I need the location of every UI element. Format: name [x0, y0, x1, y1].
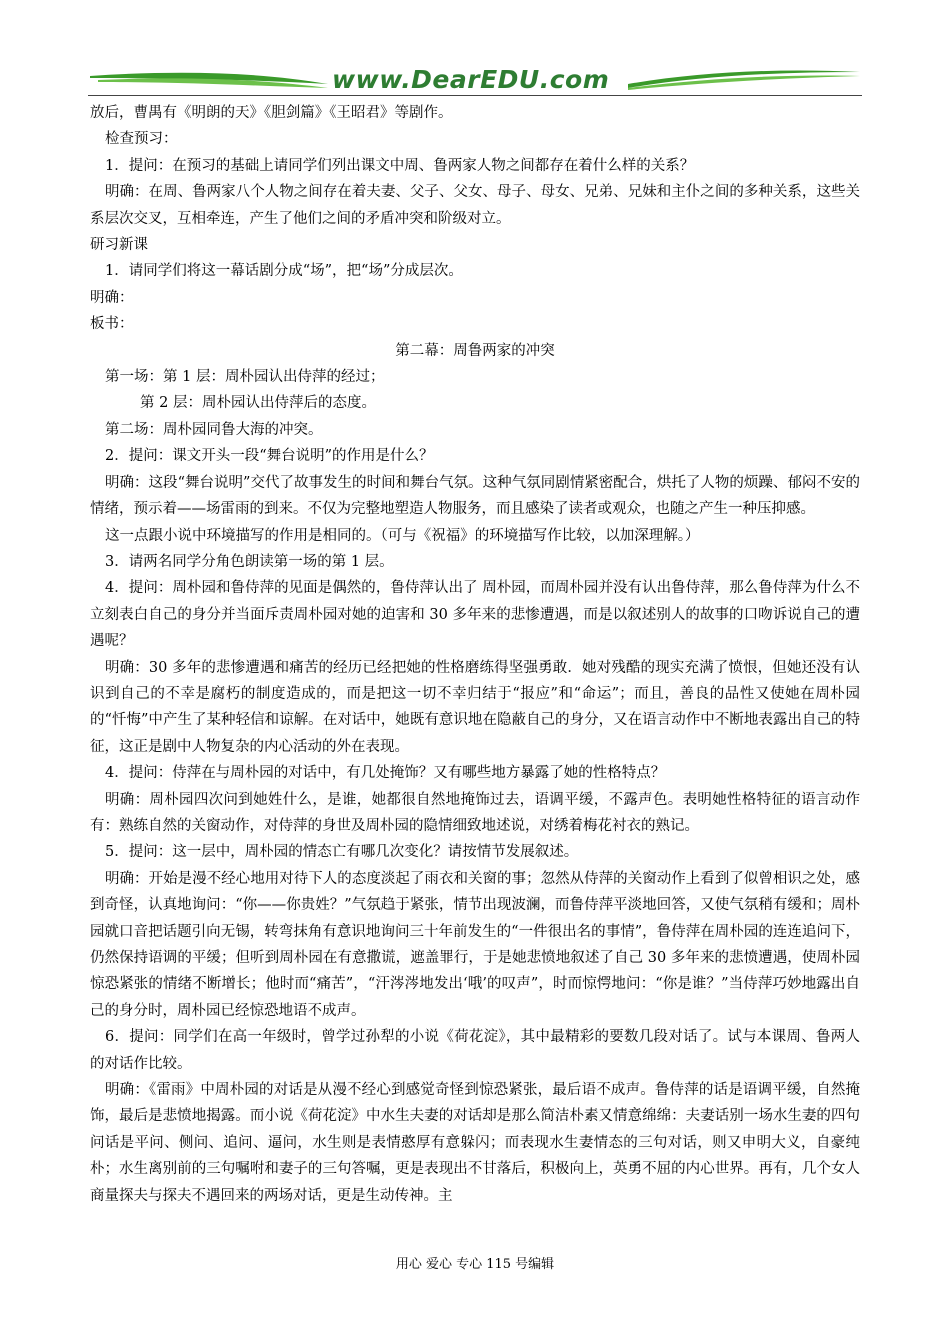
paragraph: 板书：: [90, 316, 134, 333]
paragraph: 3．请两名同学分角色朗读第一场的第 1 层。: [105, 553, 394, 570]
paragraph: 明确：在周、鲁两家八个人物之间存在着夫妻、父子、父女、母子、母女、兄弟、兄妹和主仆之间的多种关系，这些关系层次交叉，互相牵连，产生了他们之间的矛盾冲突和阶级对立。: [90, 184, 860, 227]
paragraph: 研习新课: [90, 237, 148, 254]
paragraph: 1．请同学们将这一幕话剧分成“场”，把“场”分成层次。: [105, 263, 463, 280]
page-header: [88, 62, 862, 98]
paragraph: 第一场：第 1 层：周朴园认出侍萍的经过；: [105, 369, 385, 386]
paragraph: 4．提问：周朴园和鲁侍萍的见面是偶然的，鲁侍萍认出了 周朴园，而周朴园并没有认出鲁侍萍，那么鲁侍萍为什么不立刻表白自己的身分并当面斥责周朴园对她的迫害和 30 多年来的悲惨遭遇，而是以叙述别人的故事的口吻诉说自己的遭遇呢？: [90, 580, 860, 650]
paragraph: 明确：30 多年的悲惨遭遇和痛苦的经历已经把她的性格磨练得坚强勇敢．她对残酷的现实充满了愤恨，但她还没有认识到自己的不幸是腐朽的制度造成的，而是把这一切不幸归结于“报应”和“命运”；而且，善良的品性又使她在周朴园的“忏悔”中产生了某种轻信和谅解。在对话中，她既有意识地在隐蔽自己的身分，又在语言动作中不断地表露出自己的特征，这正是剧中人物复杂的内心活动的外在表现。: [90, 659, 860, 755]
document-body: [90, 100, 860, 1209]
page-footer: 用心 爱心 专心 115 号编辑: [395, 1257, 555, 1272]
paragraph: 这一点跟小说中环境描写的作用是相同的。（可与《祝福》的环境描写作比较，以加深理解。）: [105, 527, 700, 544]
paragraph: 5．提问：这一层中，周朴园的情态亡有哪几次变化？请按情节发展叙述。: [105, 844, 579, 861]
paragraph: 明确：《雷雨》中周朴园的对话是从漫不经心到感觉奇怪到惊恐紧张，最后语不成声。鲁侍萍的话是语调平缓，自然掩饰，最后是悲愤地揭露。而小说《荷花淀》中水生夫妻的对话却是那么简洁朴素又情意绵绵：夫妻话别一场水生妻的四句问话是平问、侧问、追问、逼问，水生则是表情憨厚有意躲闪；而表现水生妻情态的三句对话，则又申明大义，自豪纯朴；水生离别前的三句嘱咐和妻子的三句答嘱，更是表现出不甘落后，积极向上，英勇不屈的内心世界。再有，几个女人商量探夫与探夫不遇回来的两场对话，更是生动传神。主: [90, 1082, 860, 1204]
paragraph: 放后，曹禺有《明朗的天》《胆剑篇》《王昭君》等剧作。: [90, 105, 453, 121]
paragraph: 检查预习：: [105, 131, 178, 148]
paragraph: 6．提问：同学们在高一年级时，曾学过孙犁的小说《荷花淀》，其中最精彩的要数几段对话了。试与本课周、鲁两人的对话作比较。: [90, 1029, 860, 1072]
paragraph: 第二场：周朴园同鲁大海的冲突。: [105, 421, 323, 438]
paragraph: 明确：: [90, 289, 134, 306]
paragraph: 1．提问：在预习的基础上请同学们列出课文中周、鲁两家人物之间都存在着什么样的关系？: [105, 157, 695, 174]
header-divider: [88, 95, 862, 96]
paragraph: 4．提问：侍萍在与周朴园的对话中，有几处掩饰？又有哪些地方暴露了她的性格特点？: [105, 765, 666, 782]
paragraph: 第二幕：周鲁两家的冲突: [395, 342, 555, 359]
site-url[interactable]: www.DearEDU.com: [332, 65, 610, 94]
paragraph: 明确：开始是漫不经心地用对待下人的态度淡起了雨衣和关窗的事；忽然从侍萍的关窗动作上看到了似曾相识之处，感到奇怪，认真地询问：“你——你贵姓？”气氛趋于紧张，情节出现波澜，而鲁侍萍平淡地回答，又使气氛稍有缓和；周朴园就口音把话题引向无锡，转弯抹角有意识地询问三十年前发生的“一件很出名的事情”，鲁侍萍在周朴园的连连追问下，仍然保持语调的平缓；但听到周朴园在有意撒谎，遮盖罪行，于是她悲愤地叙述了自己 30 多年来的悲愤遭遇，使周朴园惊恐紧张的情绪不断增长；他时而“痛苦”，“汗涔涔地发出‘哦’的叹声”，时而惊愕地问：“你是谁？”当侍萍巧妙地露出自己的身分时，周朴园已经惊恐地语不成声。: [90, 870, 860, 1019]
paragraph: 明确：周朴园四次问到她姓什么，是谁，她都很自然地掩饰过去，语调平缓，不露声色。表明她性格特征的语言动作有：熟练自然的关窗动作，对侍萍的身世及周朴园的隐情细致地述说，对绣着梅花衬衣的熟记。: [90, 791, 860, 834]
paragraph: 明确：这段“舞台说明”交代了故事发生的时间和舞台气氛。这种气氛同剧情紧密配合，烘托了人物的烦躁、郁闷不安的情绪，预示着——场雷雨的到来。不仅为完整地塑造人物服务，而且感染了读者或观众，也随之产生一种压抑感。: [90, 474, 860, 518]
paragraph: 第 2 层：周朴园认出侍萍后的态度。: [140, 395, 376, 412]
paragraph: 2．提问：课文开头一段“舞台说明”的作用是什么？: [105, 448, 434, 465]
